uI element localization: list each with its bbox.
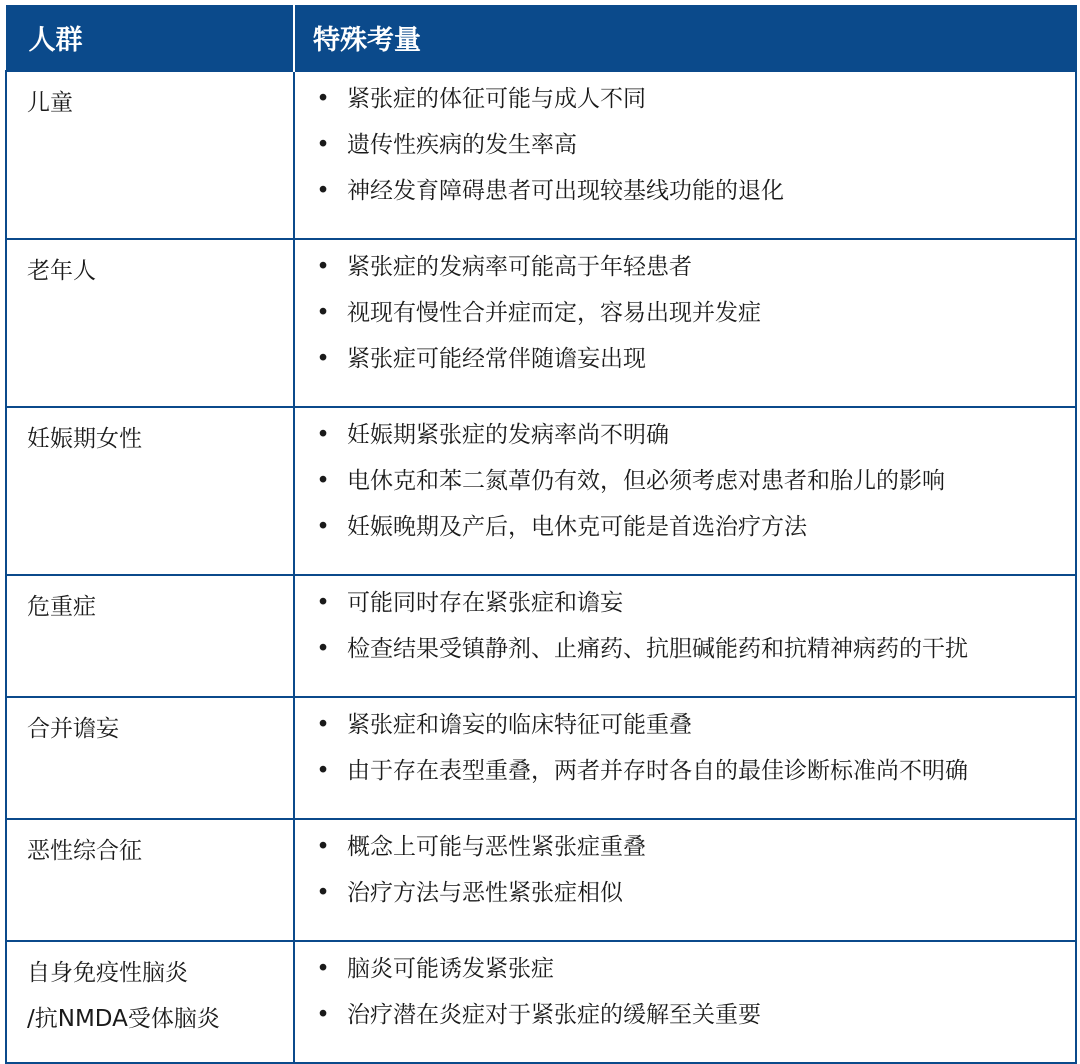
bullet-icon: • bbox=[316, 956, 330, 982]
header-special-considerations: 特殊考量 bbox=[294, 5, 1076, 71]
consideration-text: 治疗潜在炎症对于紧张症的缓解至关重要 bbox=[347, 1002, 761, 1028]
considerations-cell bbox=[294, 941, 1076, 1063]
list-item bbox=[311, 298, 1075, 344]
population-label: 儿童 bbox=[27, 90, 73, 116]
population-cell bbox=[6, 407, 294, 575]
consideration-text: 紧张症和谵妄的临床特征可能重叠 bbox=[347, 712, 692, 738]
considerations-cell bbox=[294, 819, 1076, 941]
list-item bbox=[311, 466, 1075, 512]
list-item bbox=[311, 954, 1075, 1000]
consideration-text: 神经发育障碍患者可出现较基线功能的退化 bbox=[347, 178, 784, 204]
bullet-icon: • bbox=[316, 1002, 330, 1028]
population-cell bbox=[6, 239, 294, 407]
bullet-icon: • bbox=[316, 880, 330, 906]
population-cell bbox=[6, 697, 294, 819]
bullet-icon: • bbox=[316, 178, 330, 204]
considerations-list bbox=[311, 710, 1075, 802]
considerations-list bbox=[311, 954, 1075, 1046]
table-row bbox=[6, 407, 1076, 575]
header-population: 人群 bbox=[6, 5, 294, 71]
list-item bbox=[311, 588, 1075, 634]
bullet-icon: • bbox=[316, 758, 330, 784]
considerations-cell bbox=[294, 575, 1076, 697]
consideration-text: 妊娠晚期及产后，电休克可能是首选治疗方法 bbox=[347, 514, 807, 540]
list-item bbox=[311, 756, 1075, 802]
population-cell bbox=[6, 71, 294, 239]
population-label: 老年人 bbox=[27, 258, 96, 284]
consideration-text: 视现有慢性合并症而定，容易出现并发症 bbox=[347, 300, 761, 326]
list-item bbox=[311, 512, 1075, 558]
consideration-text: 由于存在表型重叠，两者并存时各自的最佳诊断标准尚不明确 bbox=[347, 758, 968, 784]
consideration-text: 可能同时存在紧张症和谵妄 bbox=[347, 590, 623, 616]
considerations-cell bbox=[294, 71, 1076, 239]
table-row bbox=[6, 575, 1076, 697]
population-label: 恶性综合征 bbox=[27, 838, 142, 864]
consideration-text: 紧张症的体征可能与成人不同 bbox=[347, 86, 646, 112]
considerations-list bbox=[311, 588, 1075, 680]
list-item bbox=[311, 84, 1075, 130]
consideration-text: 遗传性疾病的发生率高 bbox=[347, 132, 577, 158]
considerations-list bbox=[311, 84, 1075, 222]
special-considerations-table bbox=[5, 5, 1077, 1064]
list-item bbox=[311, 344, 1075, 390]
table-body bbox=[6, 71, 1076, 1063]
consideration-text: 紧张症可能经常伴随谵妄出现 bbox=[347, 346, 646, 372]
consideration-text: 脑炎可能诱发紧张症 bbox=[347, 956, 554, 982]
bullet-icon: • bbox=[316, 254, 330, 280]
bullet-icon: • bbox=[316, 86, 330, 112]
consideration-text: 紧张症的发病率可能高于年轻患者 bbox=[347, 254, 692, 280]
population-label: /抗NMDA受体脑炎 bbox=[27, 1006, 220, 1032]
bullet-icon: • bbox=[316, 468, 330, 494]
table-header bbox=[6, 5, 1076, 71]
bullet-icon: • bbox=[316, 636, 330, 662]
population-cell bbox=[6, 575, 294, 697]
bullet-icon: • bbox=[316, 132, 330, 158]
bullet-icon: • bbox=[316, 834, 330, 860]
bullet-icon: • bbox=[316, 590, 330, 616]
table-row bbox=[6, 819, 1076, 941]
consideration-text: 电休克和苯二氮䓬仍有效，但必须考虑对患者和胎儿的影响 bbox=[347, 468, 945, 494]
table-row bbox=[6, 71, 1076, 239]
bullet-icon: • bbox=[316, 422, 330, 448]
population-label: 妊娠期女性 bbox=[27, 426, 142, 452]
consideration-text: 治疗方法与恶性紧张症相似 bbox=[347, 880, 623, 906]
population-cell bbox=[6, 819, 294, 941]
list-item bbox=[311, 176, 1075, 222]
consideration-text: 妊娠期紧张症的发病率尚不明确 bbox=[347, 422, 669, 448]
consideration-text: 概念上可能与恶性紧张症重叠 bbox=[347, 834, 646, 860]
considerations-cell bbox=[294, 407, 1076, 575]
list-item bbox=[311, 130, 1075, 176]
list-item bbox=[311, 832, 1075, 878]
population-label: 合并谵妄 bbox=[27, 716, 119, 742]
bullet-icon: • bbox=[316, 300, 330, 326]
list-item bbox=[311, 420, 1075, 466]
table-row bbox=[6, 239, 1076, 407]
bullet-icon: • bbox=[316, 712, 330, 738]
special-considerations-table-wrap bbox=[5, 5, 1075, 1032]
considerations-list bbox=[311, 252, 1075, 390]
considerations-cell bbox=[294, 697, 1076, 819]
considerations-list bbox=[311, 420, 1075, 558]
consideration-text: 检查结果受镇静剂、止痛药、抗胆碱能药和抗精神病药的干扰 bbox=[347, 636, 968, 662]
bullet-icon: • bbox=[316, 514, 330, 540]
list-item bbox=[311, 252, 1075, 298]
header-row bbox=[6, 5, 1076, 71]
bullet-icon: • bbox=[316, 346, 330, 372]
population-label: 自身免疫性脑炎 bbox=[27, 960, 188, 986]
table-row bbox=[6, 697, 1076, 819]
list-item bbox=[311, 1000, 1075, 1046]
list-item bbox=[311, 634, 1075, 680]
table-row bbox=[6, 941, 1076, 1063]
considerations-list bbox=[311, 832, 1075, 924]
population-cell bbox=[6, 941, 294, 1063]
list-item bbox=[311, 878, 1075, 924]
population-label: 危重症 bbox=[27, 594, 96, 620]
list-item bbox=[311, 710, 1075, 756]
considerations-cell bbox=[294, 239, 1076, 407]
